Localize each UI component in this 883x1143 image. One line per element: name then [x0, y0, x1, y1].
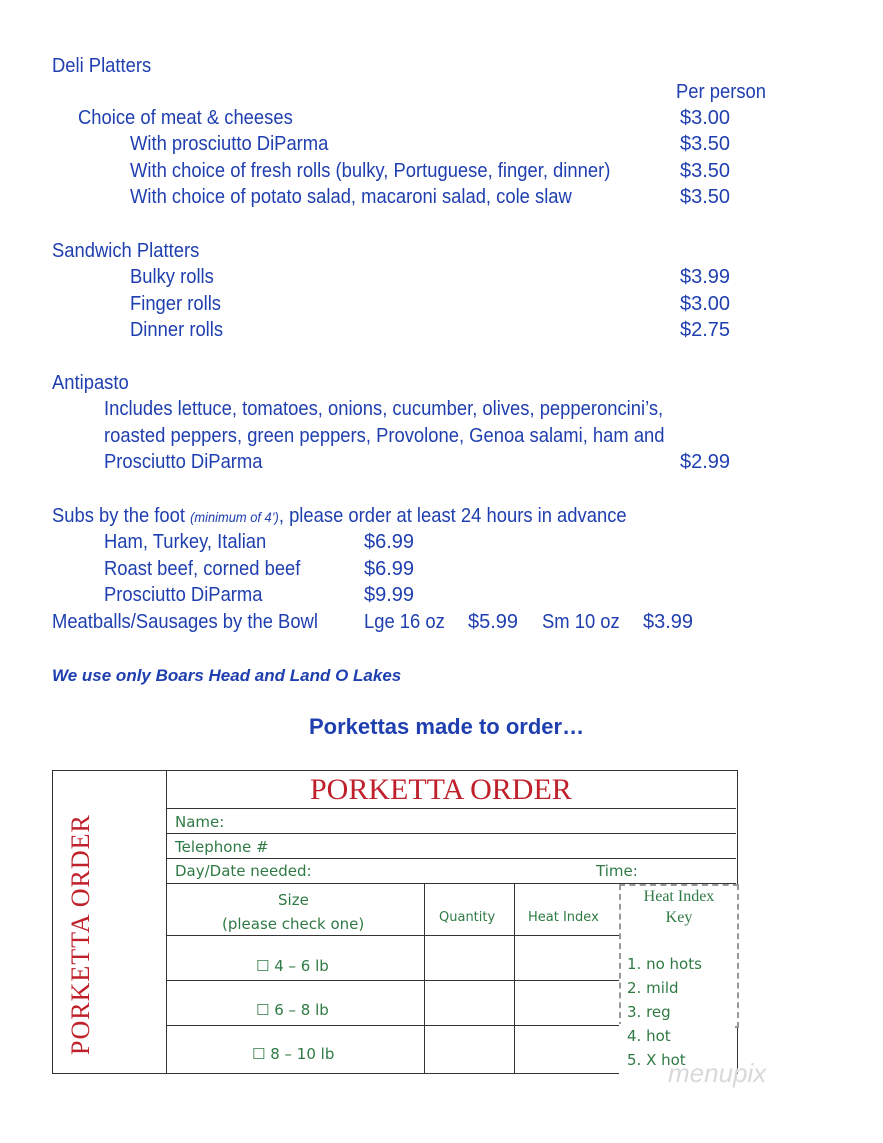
subs-heading-main: Subs by the foot: [52, 505, 185, 527]
name-field[interactable]: Name:: [175, 813, 225, 831]
form-title: PORKETTA ORDER: [310, 773, 572, 806]
form-divider: [166, 858, 736, 859]
form-divider: [166, 808, 736, 809]
meatballs-small-label: Sm 10 oz: [542, 611, 620, 633]
porketta-heading: Porkettas made to order…: [309, 714, 585, 739]
deli-item-price: $3.50: [680, 160, 731, 182]
per-person-label: Per person: [676, 81, 767, 103]
deli-item-price: $3.50: [680, 186, 731, 208]
sub-item-price: $6.99: [364, 531, 415, 553]
size-header: Size: [278, 891, 309, 909]
antipasto-line: roasted peppers, green peppers, Provolone, Genoa salami, ham and: [104, 425, 665, 447]
antipasto-line: Includes lettuce, tomatoes, onions, cucumber, olives, pepperoncini’s,: [104, 398, 664, 420]
sandwich-item-price: $2.75: [680, 319, 731, 341]
meatballs-large-price: $5.99: [468, 611, 519, 633]
heat-index-header: Heat Index: [528, 910, 599, 925]
antipasto-price: $2.99: [680, 451, 731, 473]
sub-item-label: Roast beef, corned beef: [104, 558, 301, 580]
date-field[interactable]: Day/Date needed:: [175, 862, 312, 880]
form-divider: [166, 1025, 620, 1026]
sandwich-item-label: Bulky rolls: [130, 266, 214, 288]
deli-item-label: Choice of meat & cheeses: [78, 107, 293, 129]
key-item: 4. hot: [627, 1027, 671, 1045]
key-item: 5. X hot: [627, 1051, 686, 1069]
deli-item-label: With prosciutto DiParma: [130, 133, 329, 155]
size-checkbox[interactable]: ☐ 6 – 8 lb: [256, 1001, 329, 1019]
form-divider: [166, 980, 620, 981]
key-title-sub: Key: [665, 909, 693, 926]
sandwich-heading: Sandwich Platters: [52, 240, 200, 262]
meatballs-small-price: $3.99: [643, 611, 694, 633]
deli-item-label: With choice of fresh rolls (bulky, Portuguese, finger, dinner): [130, 160, 611, 182]
time-field[interactable]: Time:: [596, 862, 638, 880]
telephone-field[interactable]: Telephone #: [175, 838, 269, 856]
watermark: menupix: [668, 1058, 767, 1088]
sandwich-item-label: Dinner rolls: [130, 319, 224, 341]
antipasto-heading: Antipasto: [52, 372, 129, 394]
key-title: Heat Index: [643, 888, 715, 905]
deli-item-label: With choice of potato salad, macaroni salad, cole slaw: [130, 186, 572, 208]
sub-item-price: $9.99: [364, 584, 415, 606]
size-checkbox[interactable]: ☐ 8 – 10 lb: [252, 1045, 335, 1063]
size-header-sub: (please check one): [222, 915, 365, 933]
key-item: 2. mild: [627, 979, 679, 997]
form-divider: [424, 883, 425, 1073]
form-divider: [514, 883, 515, 1073]
form-divider: [166, 833, 736, 834]
form-side-label: PORKETTA ORDER: [66, 814, 95, 1055]
meatballs-label: Meatballs/Sausages by the Bowl: [52, 611, 318, 633]
key-item: 1. no hots: [627, 955, 702, 973]
subs-heading-rest: , please order at least 24 hours in advance: [278, 505, 627, 527]
deli-item-price: $3.00: [680, 107, 731, 129]
sub-item-price: $6.99: [364, 558, 415, 580]
brands-note: We use only Boars Head and Land O Lakes: [52, 666, 402, 685]
deli-item-price: $3.50: [680, 133, 731, 155]
sandwich-item-price: $3.99: [680, 266, 731, 288]
quantity-header: Quantity: [439, 910, 496, 925]
form-divider: [166, 770, 167, 1073]
antipasto-line: Prosciutto DiParma: [104, 451, 263, 473]
meatballs-large-label: Lge 16 oz: [364, 611, 445, 633]
sandwich-item-price: $3.00: [680, 293, 731, 315]
key-item: 3. reg: [627, 1003, 671, 1021]
sub-item-label: Ham, Turkey, Italian: [104, 531, 267, 553]
size-checkbox[interactable]: ☐ 4 – 6 lb: [256, 957, 329, 975]
form-divider: [166, 935, 620, 936]
subs-minimum: (minimum of 4’): [190, 509, 279, 525]
deli-heading: Deli Platters: [52, 55, 152, 77]
sub-item-label: Prosciutto DiParma: [104, 584, 263, 606]
sandwich-item-label: Finger rolls: [130, 293, 222, 315]
subs-heading: [52, 504, 627, 529]
